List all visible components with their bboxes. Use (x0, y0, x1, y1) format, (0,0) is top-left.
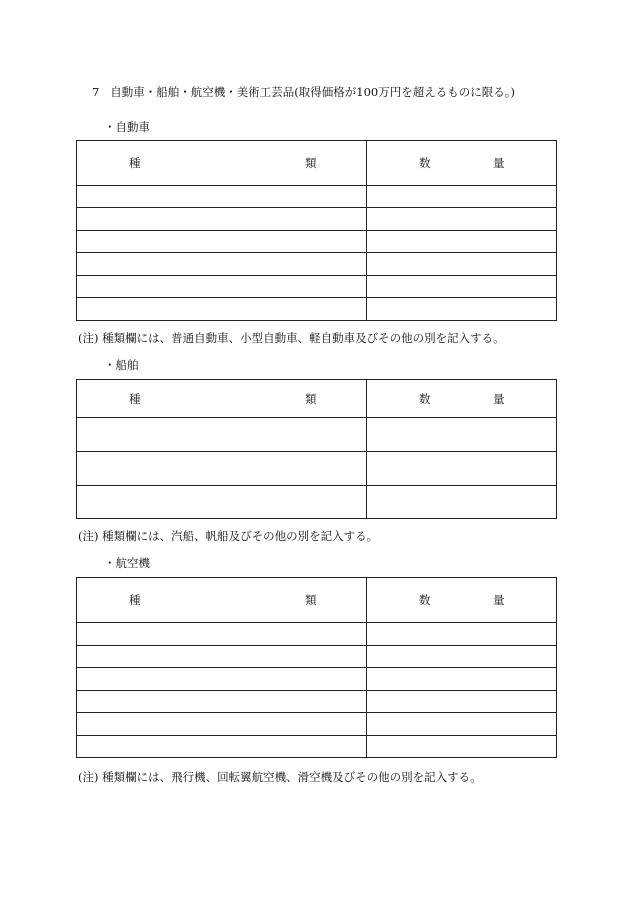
table-row (77, 276, 557, 298)
kind-cell[interactable] (77, 713, 367, 736)
quantity-header (367, 578, 557, 623)
table-row (77, 452, 557, 486)
kind-header-char2: 類 (305, 156, 317, 170)
quantity-header-char2: 量 (493, 391, 505, 406)
kind-header (77, 578, 367, 623)
table-row (77, 646, 557, 668)
kind-header-char1: 種 (129, 156, 141, 170)
kind-cell[interactable] (77, 736, 367, 758)
table-row (77, 713, 557, 736)
header-row (77, 141, 557, 186)
quantity-cell[interactable] (367, 623, 557, 646)
kind-cell[interactable] (77, 486, 367, 519)
table-row (77, 298, 557, 321)
aircraft-table (76, 577, 557, 758)
quantity-header-char1: 数 (419, 391, 431, 406)
kind-cell[interactable] (77, 231, 367, 253)
aircraft-label: ・航空機 (104, 556, 150, 570)
table-row (77, 231, 557, 253)
ships-label: ・船舶 (104, 358, 139, 372)
kind-cell[interactable] (77, 646, 367, 668)
section-heading (92, 84, 515, 100)
quantity-cell[interactable] (367, 646, 557, 668)
table-row (77, 486, 557, 519)
quantity-cell[interactable] (367, 668, 557, 691)
section-title: 自動車・船舶・航空機・美術工芸品(取得価格が100万円を超えるものに限る。) (110, 85, 515, 99)
quantity-header-char1: 数 (419, 593, 431, 607)
table-row (77, 253, 557, 276)
kind-cell[interactable] (77, 298, 367, 321)
kind-header-char1: 種 (129, 593, 141, 607)
kind-cell[interactable] (77, 253, 367, 276)
section-number: 7 (92, 85, 100, 99)
table-row (77, 208, 557, 231)
quantity-cell[interactable] (367, 231, 557, 253)
table-row (77, 691, 557, 713)
kind-header-char2: 類 (305, 593, 317, 607)
kind-cell[interactable] (77, 276, 367, 298)
quantity-cell[interactable] (367, 418, 557, 452)
header-row (77, 578, 557, 623)
vehicles-note: (注) 種類欄には、普通自動車、小型自動車、軽自動車及びその他の別を記入する。 (78, 331, 505, 345)
table-row (77, 186, 557, 208)
aircraft-note: (注) 種類欄には、飛行機、回転翼航空機、滑空機及びその他の別を記入する。 (78, 770, 482, 784)
kind-header (77, 141, 367, 186)
table-row (77, 736, 557, 758)
kind-cell[interactable] (77, 623, 367, 646)
quantity-cell[interactable] (367, 713, 557, 736)
kind-cell[interactable] (77, 452, 367, 486)
vehicles-label: ・自動車 (104, 120, 150, 134)
quantity-cell[interactable] (367, 208, 557, 231)
quantity-cell[interactable] (367, 691, 557, 713)
kind-cell[interactable] (77, 418, 367, 452)
ships-table (76, 379, 557, 519)
quantity-header (367, 380, 557, 418)
kind-cell[interactable] (77, 186, 367, 208)
kind-header-char1: 種 (129, 391, 141, 406)
table-row (77, 418, 557, 452)
quantity-cell[interactable] (367, 276, 557, 298)
table-row (77, 668, 557, 691)
table-row (77, 623, 557, 646)
vehicles-table (76, 140, 557, 321)
kind-header (77, 380, 367, 418)
quantity-cell[interactable] (367, 298, 557, 321)
quantity-cell[interactable] (367, 486, 557, 519)
kind-cell[interactable] (77, 208, 367, 231)
quantity-cell[interactable] (367, 186, 557, 208)
ships-note: (注) 種類欄には、汽船、帆船及びその他の別を記入する。 (78, 529, 379, 543)
kind-cell[interactable] (77, 668, 367, 691)
quantity-header-char1: 数 (419, 156, 431, 170)
quantity-cell[interactable] (367, 452, 557, 486)
quantity-cell[interactable] (367, 253, 557, 276)
quantity-header-char2: 量 (493, 593, 505, 607)
quantity-header-char2: 量 (493, 156, 505, 170)
quantity-header (367, 141, 557, 186)
header-row (77, 380, 557, 418)
kind-cell[interactable] (77, 691, 367, 713)
quantity-cell[interactable] (367, 736, 557, 758)
kind-header-char2: 類 (305, 391, 317, 406)
